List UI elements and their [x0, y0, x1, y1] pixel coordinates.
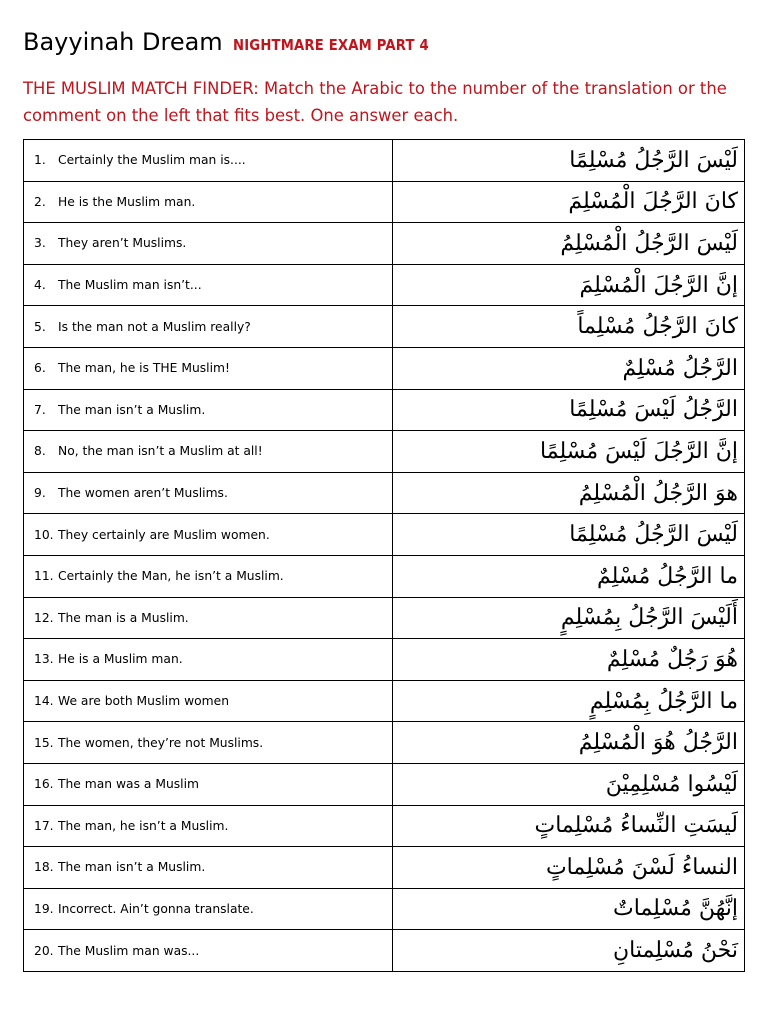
arabic-text: لَيْسَ الرَّجُلُ مُسْلِمًا	[569, 147, 738, 173]
translation-cell	[24, 140, 393, 182]
row-number: 2.	[34, 194, 46, 209]
arabic-cell	[393, 847, 745, 889]
table-row	[24, 597, 745, 639]
arabic-text: لَيْسُوا مُسْلِمِيْنَ	[605, 771, 738, 797]
instructions: THE MUSLIM MATCH FINDER: Match the Arabic to the number of the translation or the comment on the left that fits best. One answer each.	[23, 79, 727, 125]
table-row	[24, 763, 745, 805]
table-row	[24, 306, 745, 348]
arabic-text: نَحْنُ مُسْلِمتانِ	[613, 938, 738, 964]
translation-text: No, the man isn’t a Muslim at all!	[58, 444, 263, 459]
arabic-text: ما الرَّجُلُ مُسْلِمٌ	[596, 563, 738, 589]
arabic-cell	[393, 181, 745, 223]
arabic-cell	[393, 805, 745, 847]
table-row	[24, 431, 745, 473]
arabic-cell	[393, 264, 745, 306]
translation-cell	[24, 680, 393, 722]
translation-text: The man was a Muslim	[58, 777, 199, 792]
translation-text: The man is a Muslim.	[58, 610, 189, 625]
table-row	[24, 140, 745, 182]
arabic-text: إنَّ الرَّجُلَ الْمُسْلِمَ	[579, 272, 738, 298]
arabic-cell	[393, 306, 745, 348]
translation-text: The Muslim man isn’t...	[58, 278, 202, 293]
row-number: 6.	[34, 361, 46, 376]
table-row	[24, 389, 745, 431]
table-row	[24, 722, 745, 764]
arabic-cell	[393, 389, 745, 431]
translation-text: Certainly the Muslim man is....	[58, 153, 246, 168]
title-line	[23, 28, 456, 56]
row-number: 3.	[34, 236, 46, 251]
arabic-cell	[393, 930, 745, 972]
table-row	[24, 639, 745, 681]
arabic-text: هُوَ رَجُلٌ مُسْلِمٌ	[606, 646, 738, 672]
arabic-text: كانَ الرَّجُلُ مُسْلِماً	[577, 314, 738, 340]
exam-subtitle: NIGHTMARE EXAM PART 4	[233, 36, 429, 54]
table-row	[24, 805, 745, 847]
translation-text: Is the man not a Muslim really?	[58, 319, 251, 334]
row-number: 14.	[34, 694, 54, 709]
arabic-text: الرَّجُلُ مُسْلِمٌ	[622, 355, 738, 381]
translation-text: He is the Muslim man.	[58, 194, 196, 209]
row-number: 5.	[34, 319, 46, 334]
table-row	[24, 223, 745, 265]
translation-cell	[24, 181, 393, 223]
translation-text: Certainly the Man, he isn’t a Muslim.	[58, 569, 284, 584]
row-number: 20.	[34, 943, 54, 958]
table-row	[24, 181, 745, 223]
arabic-cell	[393, 639, 745, 681]
row-number: 10.	[34, 527, 54, 542]
row-number: 8.	[34, 444, 46, 459]
translation-cell	[24, 805, 393, 847]
translation-cell	[24, 347, 393, 389]
translation-cell	[24, 763, 393, 805]
table-row	[24, 347, 745, 389]
arabic-text: النساءُ لَسْنَ مُسْلِماتٍ	[545, 854, 738, 880]
translation-cell	[24, 306, 393, 348]
translation-text: We are both Muslim women	[58, 694, 230, 709]
arabic-text: كانَ الرَّجُلَ الْمُسْلِمَ	[568, 189, 738, 215]
translation-cell	[24, 888, 393, 930]
translation-cell	[24, 555, 393, 597]
translation-cell	[24, 389, 393, 431]
table-row	[24, 680, 745, 722]
arabic-cell	[393, 597, 745, 639]
document-title: Bayyinah Dream	[23, 28, 223, 56]
arabic-cell	[393, 680, 745, 722]
match-table	[23, 139, 745, 972]
arabic-text: أَلَيْسَ الرَّجُلُ بِمُسْلِمٍ	[560, 605, 738, 631]
arabic-text: هوَ الرَّجُلُ الْمُسْلِمُ	[578, 480, 738, 506]
arabic-cell	[393, 431, 745, 473]
translation-text: The Muslim man was...	[58, 943, 200, 958]
translation-text: The man isn’t a Muslim.	[58, 860, 206, 875]
arabic-cell	[393, 514, 745, 556]
translation-text: He is a Muslim man.	[58, 652, 183, 667]
translation-cell	[24, 639, 393, 681]
translation-text: The women, they’re not Muslims.	[58, 735, 264, 750]
table-row	[24, 888, 745, 930]
translation-text: They certainly are Muslim women.	[58, 527, 270, 542]
translation-cell	[24, 597, 393, 639]
translation-text: The man, he isn’t a Muslim.	[58, 818, 229, 833]
translation-cell	[24, 431, 393, 473]
arabic-cell	[393, 472, 745, 514]
arabic-text: الرَّجُلُ هُوَ الْمُسْلِمُ	[578, 730, 738, 756]
row-number: 19.	[34, 901, 54, 916]
translation-cell	[24, 514, 393, 556]
row-number: 12.	[34, 610, 54, 625]
translation-cell	[24, 930, 393, 972]
arabic-cell	[393, 888, 745, 930]
arabic-cell	[393, 555, 745, 597]
table-row	[24, 555, 745, 597]
table-row	[24, 514, 745, 556]
arabic-cell	[393, 223, 745, 265]
row-number: 4.	[34, 278, 46, 293]
table-row	[24, 847, 745, 889]
arabic-cell	[393, 140, 745, 182]
row-number: 1.	[34, 153, 46, 168]
row-number: 17.	[34, 818, 54, 833]
table-row	[24, 264, 745, 306]
arabic-text: لَيسَتِ النِّساءُ مُسْلِماتٍ	[534, 813, 738, 839]
translation-cell	[24, 722, 393, 764]
row-number: 15.	[34, 735, 54, 750]
row-number: 18.	[34, 860, 54, 875]
arabic-cell	[393, 347, 745, 389]
arabic-cell	[393, 763, 745, 805]
translation-text: The women aren’t Muslims.	[58, 486, 228, 501]
arabic-text: إنَّ الرَّجُلَ لَيْسَ مُسْلِمًا	[540, 438, 738, 464]
arabic-text: لَيْسَ الرَّجُلُ مُسْلِمًا	[569, 522, 738, 548]
arabic-text: الرَّجُلُ لَيْسَ مُسْلِمًا	[569, 397, 738, 423]
translation-text: The man, he is THE Muslim!	[58, 361, 230, 376]
translation-text: They aren’t Muslims.	[58, 236, 187, 251]
table-row	[24, 472, 745, 514]
translation-cell	[24, 223, 393, 265]
arabic-text: إنَّهُنَّ مُسْلِماتٌ	[613, 896, 738, 922]
translation-cell	[24, 264, 393, 306]
translation-text: The man isn’t a Muslim.	[58, 402, 206, 417]
translation-text: Incorrect. Ain’t gonna translate.	[58, 901, 254, 916]
arabic-cell	[393, 722, 745, 764]
translation-cell	[24, 847, 393, 889]
table-row	[24, 930, 745, 972]
row-number: 16.	[34, 777, 54, 792]
translation-cell	[24, 472, 393, 514]
arabic-text: ما الرَّجُلُ بِمُسْلِمٍ	[589, 688, 738, 714]
row-number: 7.	[34, 402, 46, 417]
row-number: 13.	[34, 652, 54, 667]
row-number: 9.	[34, 486, 46, 501]
row-number: 11.	[34, 569, 54, 584]
arabic-text: لَيْسَ الرَّجُلُ الْمُسْلِمُ	[560, 230, 738, 256]
